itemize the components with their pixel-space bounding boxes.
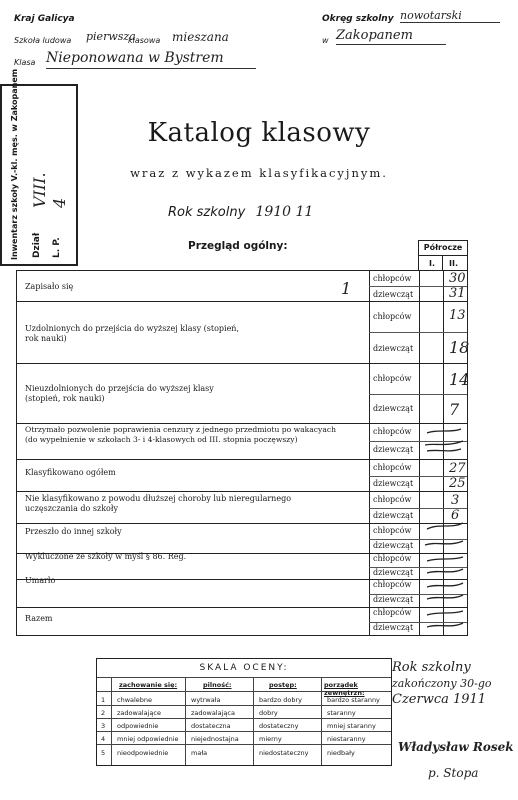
grading-scale-title: SKALA OCENY: bbox=[199, 663, 289, 673]
grading-header: zachowanie się: bbox=[119, 681, 178, 689]
row-mark: 1 bbox=[341, 279, 352, 298]
table-row bbox=[17, 576, 467, 608]
grading-number: 5 bbox=[101, 749, 106, 757]
row-sub-boys: chłopców bbox=[373, 274, 412, 283]
handwritten-strikes bbox=[421, 423, 467, 635]
semester-title: Półrocze bbox=[423, 243, 463, 252]
grading-number: 4 bbox=[101, 735, 106, 743]
grading-cell: zadowalające bbox=[117, 709, 161, 717]
row-sub-girls: dziewcząt bbox=[373, 404, 414, 413]
grading-cell: zadowalająca bbox=[191, 709, 235, 717]
grading-header: porządek zewnętrzn: bbox=[324, 681, 365, 697]
row-sub-boys: chłopców bbox=[373, 526, 412, 535]
closing-note-line: Czerwca 1911 bbox=[392, 692, 487, 707]
grading-cell: chwalebne bbox=[117, 696, 153, 704]
row-label: Nie klasyfikowano z powodu dłuższej choroby lub nieregularnego uczęszczania do szkoły bbox=[25, 494, 292, 513]
row-sub-boys: chłopców bbox=[373, 495, 412, 504]
szkola-label: Szkoła ludowa bbox=[14, 36, 72, 45]
closing-note bbox=[392, 660, 491, 708]
grading-col-divider bbox=[185, 677, 186, 765]
w-value: Zakopanem bbox=[336, 28, 413, 43]
row-sub-boys: chłopców bbox=[373, 374, 412, 383]
okreg-label: Okręg szkolny bbox=[322, 14, 394, 24]
row-sub-girls: dziewcząt bbox=[373, 595, 414, 604]
grading-col-divider bbox=[321, 677, 322, 765]
okreg-underline bbox=[400, 22, 500, 23]
grading-cell: dostateczna bbox=[191, 722, 231, 730]
grading-divider bbox=[97, 705, 391, 706]
semester-divider bbox=[419, 255, 467, 256]
row-value-girls: 7 bbox=[449, 400, 460, 419]
grading-col-divider bbox=[111, 677, 112, 765]
w-label: w bbox=[322, 36, 329, 45]
grading-number: 2 bbox=[101, 709, 106, 717]
table-row bbox=[17, 459, 467, 492]
row-value-girls: 31 bbox=[449, 286, 466, 301]
w-underline bbox=[336, 44, 446, 45]
row-sub-girls: dziewcząt bbox=[373, 623, 414, 632]
table-row bbox=[17, 423, 467, 460]
row-sub-girls: dziewcząt bbox=[373, 344, 414, 353]
row-sub-boys: chłopców bbox=[373, 427, 412, 436]
grading-divider bbox=[97, 718, 391, 719]
row-value-girls: 25 bbox=[449, 476, 466, 491]
okreg-value: nowotarski bbox=[400, 9, 462, 22]
table-row bbox=[17, 607, 467, 636]
row-value-girls: 6 bbox=[451, 508, 460, 523]
grading-cell: niedbały bbox=[327, 749, 355, 757]
grading-header: postęp: bbox=[269, 681, 297, 689]
row-sub-girls: dziewcząt bbox=[373, 445, 414, 454]
klasa-value: Nieponowana w Bystrem bbox=[46, 50, 224, 66]
row-label: Uzdolnionych do przejścia do wyższej klasy (stopień, rok nauki) bbox=[25, 324, 239, 343]
grading-cell: odpowiednie bbox=[117, 722, 159, 730]
row-label: Przeszło do innej szkoły bbox=[25, 527, 122, 536]
grading-cell: nieodpowiednie bbox=[117, 749, 169, 757]
row-sub-girls: dziewcząt bbox=[373, 290, 414, 299]
semester-1-label: I. bbox=[429, 259, 436, 268]
grading-cell: mała bbox=[191, 749, 208, 757]
grading-cell: niejednostajna bbox=[191, 735, 239, 743]
semester-2-label: II. bbox=[449, 259, 458, 268]
grading-number: 1 bbox=[101, 696, 106, 704]
row-sub-girls: dziewcząt bbox=[373, 541, 414, 550]
grading-number: 3 bbox=[101, 722, 106, 730]
table-row bbox=[17, 553, 467, 580]
row-value-boys: 30 bbox=[449, 271, 466, 286]
grading-cell: mniej staranny bbox=[327, 722, 376, 730]
school-year-label: Rok szkolny bbox=[168, 205, 246, 220]
summary-table bbox=[16, 270, 468, 636]
row-sub-divider bbox=[369, 332, 467, 333]
signature: Władysław Rosek bbox=[398, 740, 514, 754]
table-row bbox=[17, 271, 467, 301]
row-label: Razem bbox=[25, 614, 53, 623]
row-label: Wykluczone ze szkoły w myśl § 86. Reg. bbox=[25, 552, 187, 561]
document-title: Katalog klasowy bbox=[147, 118, 371, 148]
row-label: Zapisało się bbox=[25, 282, 74, 291]
stamp-line: Inwentarz szkoły V.-kl. męs. w Zakopanem bbox=[10, 68, 19, 260]
table-row bbox=[17, 363, 470, 424]
row-value-boys: 3 bbox=[451, 493, 460, 508]
row-sub-boys: chłopców bbox=[373, 554, 412, 563]
semester-col-divider bbox=[442, 255, 443, 271]
szkola-value: pierwsza bbox=[86, 30, 136, 43]
row-sub-girls: dziewcząt bbox=[373, 511, 414, 520]
school-year bbox=[168, 204, 313, 220]
grading-cell: niestaranny bbox=[327, 735, 366, 743]
row-sub-boys: chłopców bbox=[373, 312, 412, 321]
grading-cell: mniej odpowiednie bbox=[117, 735, 179, 743]
grading-divider bbox=[97, 744, 391, 745]
row-sub-boys: chłopców bbox=[373, 608, 412, 617]
document-subtitle: wraz z wykazem klasyfikacyjnym. bbox=[130, 166, 388, 180]
school-year-value: 1910 11 bbox=[255, 204, 314, 220]
row-sub-girls: dziewcząt bbox=[373, 568, 414, 577]
klasowa-label: klasowa bbox=[128, 36, 161, 45]
stamp-dzial-value: VIII. bbox=[30, 172, 49, 208]
grading-header: pilność: bbox=[203, 681, 232, 689]
table-row bbox=[17, 523, 467, 554]
row-sub-boys: chłopców bbox=[373, 580, 412, 589]
section-heading: Przegląd ogólny: bbox=[188, 240, 288, 252]
klasa-label: Klasa bbox=[14, 58, 36, 67]
grading-divider bbox=[97, 731, 391, 732]
table-row bbox=[17, 491, 467, 524]
grading-cell: dobry bbox=[259, 709, 278, 717]
grading-cell: bardzo dobry bbox=[259, 696, 302, 704]
row-label: Klasyfikowano ogółem bbox=[25, 468, 116, 477]
grading-divider bbox=[97, 677, 391, 678]
kraj-label: Kraj Galicya bbox=[14, 14, 75, 24]
row-value-boys: 27 bbox=[449, 461, 466, 476]
grading-scale bbox=[96, 658, 392, 766]
row-sub-divider bbox=[369, 394, 467, 395]
grading-cell: bardzo staranny bbox=[327, 696, 380, 704]
row-label: Nieuzdolnionych do przejścia do wyższej klasy (stopień, rok nauki) bbox=[25, 384, 214, 403]
klasowa-value: mieszana bbox=[172, 30, 229, 44]
grading-col-divider bbox=[253, 677, 254, 765]
row-value-boys: 13 bbox=[449, 308, 466, 323]
row-value-boys: 14 bbox=[449, 370, 470, 389]
stamp-dzial-label: Dział bbox=[32, 232, 42, 258]
grading-cell: dostateczny bbox=[259, 722, 299, 730]
grading-cell: mierny bbox=[259, 735, 282, 743]
stamp-lp-value: 4 bbox=[50, 197, 69, 208]
signature: p. Stopa bbox=[428, 766, 479, 780]
row-value-girls: 18 bbox=[449, 338, 470, 357]
klasa-underline bbox=[46, 68, 256, 69]
stamp-lp-label: L. P. bbox=[52, 237, 62, 258]
closing-note-line: Rok szkolny bbox=[392, 660, 471, 675]
table-row bbox=[17, 301, 470, 364]
grading-cell: niedostateczny bbox=[259, 749, 309, 757]
row-sub-girls: dziewcząt bbox=[373, 479, 414, 488]
row-label: Otrzymało pozwolenie poprawienia cenzury z jednego przedmiotu po wakacyach (do wypełnienie w szkołach 3- i 4-klasowych od III. stopnia poczęwszy) bbox=[25, 425, 337, 444]
closing-note-line: zakończony 30-go bbox=[392, 677, 492, 690]
row-label: Umarło bbox=[25, 576, 56, 585]
grading-cell: staranny bbox=[327, 709, 356, 717]
row-sub-boys: chłopców bbox=[373, 463, 412, 472]
grading-cell: wytrwała bbox=[191, 696, 221, 704]
semester-header bbox=[418, 240, 468, 271]
